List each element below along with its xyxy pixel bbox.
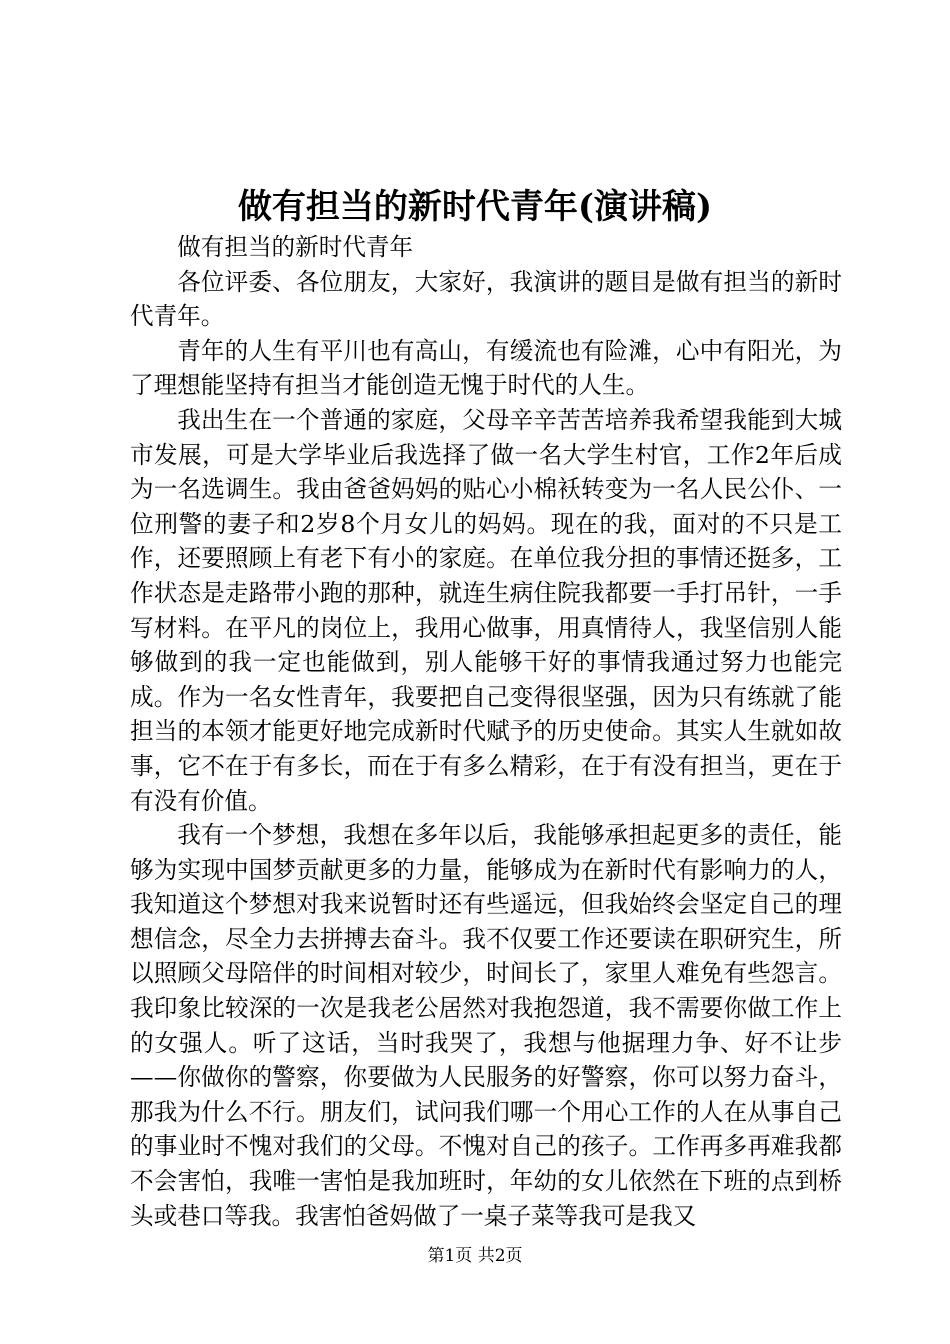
body-paragraph: 我出生在一个普通的家庭，父母辛辛苦苦培养我希望我能到大城市发展，可是大学毕业后我选择了做一名大学生村官，工作2年后成为一名选调生。我由爸爸妈妈的贴心小棉袄转变为一名人民公仆、一位刑警的妻子和2岁8个月女儿的妈妈。现在的我，面对的不只是工作，还要照顾上有老下有小的家庭。在单位我分担的事情还挺多，工作状态是走路带小跑的那种，就连生病住院我都要一手打吊针，一手写材料。在平凡的岗位上，我用心做事，用真情待人，我坚信别人能够做到的我一定也能做到，别人能够干好的事情我通过努力也能完成。作为一名女性青年，我要把自己变得很坚强，因为只有练就了能担当的本领才能更好地完成新时代赋予的历史使命。其实人生就如故事，它不在于有多长，而在于有多么精彩，在于有没有担当，更在于有没有价值。	[130, 405, 842, 815]
page-number-footer: 第1页 共2页	[427, 1246, 523, 1266]
page-title: 做有担当的新时代青年(演讲稿)	[237, 187, 713, 227]
subtitle-paragraph: 做有担当的新时代青年	[177, 233, 414, 261]
body-paragraph: 青年的人生有平川也有高山，有缓流也有险滩，心中有阳光，为了理想能坚持有担当才能创造无愧于时代的人生。	[130, 336, 842, 400]
body-paragraph: 各位评委、各位朋友，大家好，我演讲的题目是做有担当的新时代青年。	[130, 267, 842, 331]
document-body	[130, 230, 842, 1233]
body-paragraph: 我有一个梦想，我想在多年以后，我能够承担起更多的责任，能够为实现中国梦贡献更多的力量，能够成为在新时代有影响力的人，我知道这个梦想对我来说暂时还有些遥远，但我始终会坚定自己的理想信念，尽全力去拼搏去奋斗。我不仅要工作还要读在职研究生，所以照顾父母陪伴的时间相对较少，时间长了，家里人难免有些怨言。我印象比较深的一次是我老公居然对我抱怨道，我不需要你做工作上的女强人。听了这话，当时我哭了，我想与他据理力争、好不让步——你做你的警察，你要做为人民服务的好警察，你可以努力奋斗，那我为什么不行。朋友们，试问我们哪一个用心工作的人在从事自己的事业时不愧对我们的父母。不愧对自己的孩子。工作再多再难我都不会害怕，我唯一害怕是我加班时，年幼的女儿依然在下班的点到桥头或巷口等我。我害怕爸妈做了一桌子菜等我可是我又	[130, 821, 842, 1230]
